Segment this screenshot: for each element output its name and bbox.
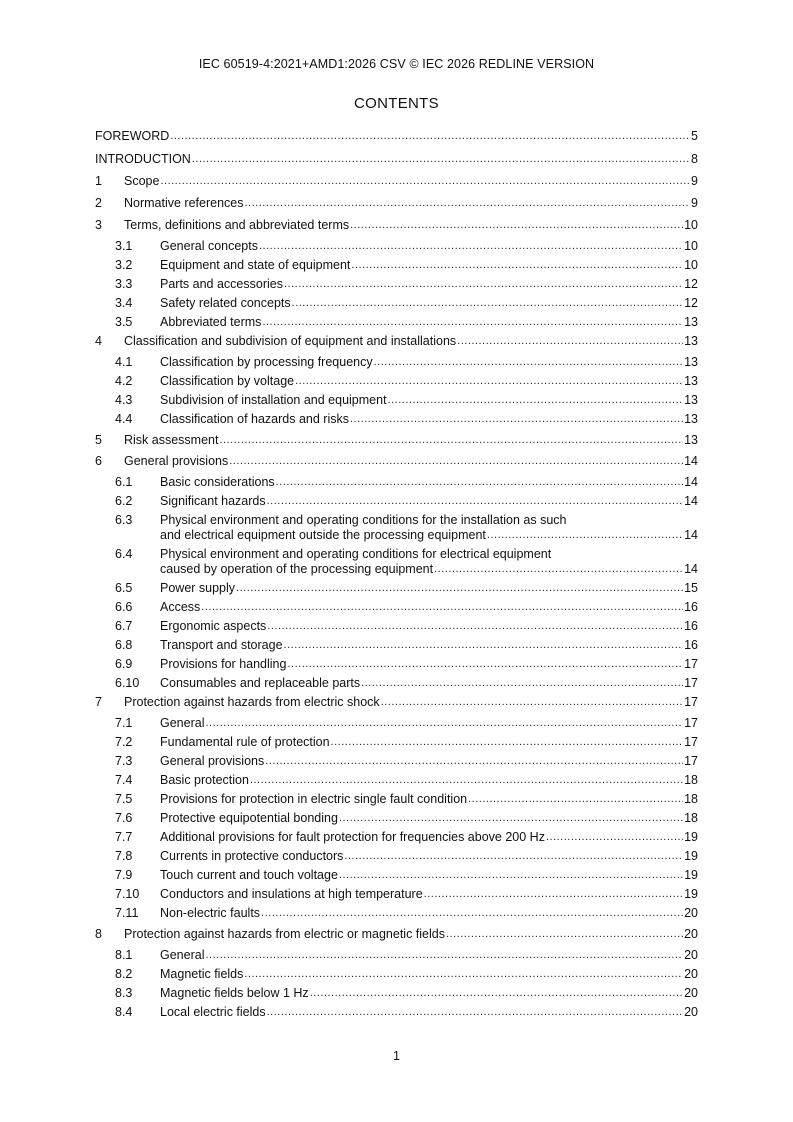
toc-entry-title: Physical environment and operating conditions for electrical equipment [160, 547, 552, 561]
toc-entry-number: 6.7 [115, 619, 133, 633]
running-header: IEC 60519-4:2021+AMD1:2026 CSV © IEC 2026 REDLINE VERSION [198, 57, 595, 71]
toc-entry-title: Provisions for handling [160, 657, 287, 671]
toc-entry[interactable] [95, 619, 698, 634]
toc-entry-title: Power supply [160, 581, 236, 595]
toc-entry-page: 13 [684, 355, 698, 369]
toc-entry-number: 4.2 [115, 374, 133, 388]
toc-entry-number: 8.2 [115, 967, 133, 981]
dot-leader [219, 433, 683, 448]
dot-leader [424, 887, 683, 902]
toc-entry-page: 13 [684, 315, 698, 329]
dot-leader [361, 676, 683, 691]
toc-entry-title: INTRODUCTION [95, 152, 191, 166]
toc-entry-title: Scope [124, 174, 160, 188]
toc-entry[interactable] [95, 433, 698, 448]
toc-entry[interactable] [95, 196, 698, 211]
toc-entry-page: 14 [684, 475, 698, 489]
toc-entry[interactable] [95, 657, 698, 672]
toc-entry[interactable] [95, 811, 698, 826]
toc-entry[interactable] [95, 754, 698, 769]
toc-entry[interactable] [95, 277, 698, 292]
toc-entry[interactable] [95, 334, 698, 349]
toc-entry-title: Currents in protective conductors [160, 849, 344, 863]
toc-entry[interactable] [95, 454, 698, 469]
dot-leader [245, 196, 691, 211]
dot-leader [205, 716, 683, 731]
toc-entry-title: Subdivision of installation and equipment [160, 393, 387, 407]
toc-entry-page: 13 [684, 412, 698, 426]
toc-entry[interactable] [95, 948, 698, 963]
toc-entry-title: Protection against hazards from electric shock [124, 695, 380, 709]
toc-entry-title: General provisions [160, 754, 265, 768]
table-of-contents [95, 125, 698, 1020]
toc-entry-number: 6.1 [115, 475, 133, 489]
dot-leader [468, 792, 683, 807]
toc-entry-title-continued: and electrical equipment outside the processing equipment [160, 528, 486, 542]
toc-entry-title: Classification by voltage [160, 374, 295, 388]
toc-entry[interactable] [95, 374, 698, 389]
toc-entry-title: Provisions for protection in electric single fault condition [160, 792, 468, 806]
toc-entry-page: 14 [684, 528, 698, 542]
toc-entry-page: 13 [684, 374, 698, 388]
dot-leader [170, 129, 690, 144]
toc-entry-page: 19 [684, 849, 698, 863]
dot-leader [259, 239, 683, 254]
dot-leader [267, 1005, 683, 1020]
toc-entry[interactable] [95, 581, 698, 596]
toc-entry[interactable] [95, 792, 698, 807]
dot-leader [284, 277, 683, 292]
toc-entry-number: 8.3 [115, 986, 133, 1000]
dot-leader [292, 296, 683, 311]
toc-entry[interactable] [95, 716, 698, 731]
toc-entry-number: 6.5 [115, 581, 133, 595]
toc-entry-number: 6.4 [115, 547, 133, 561]
toc-entry-title: General [160, 948, 205, 962]
toc-entry-number: 7.10 [115, 887, 140, 901]
toc-entry-number: 7.7 [115, 830, 133, 844]
toc-entry[interactable] [95, 1005, 698, 1020]
toc-entry-title: Basic protection [160, 773, 249, 787]
toc-entry-number: 8 [95, 927, 102, 941]
toc-entry-number: 7.8 [115, 849, 133, 863]
toc-entry-title: FOREWORD [95, 129, 170, 143]
toc-entry-number: 6.8 [115, 638, 133, 652]
dot-leader [244, 967, 683, 982]
toc-entry-number: 7.5 [115, 792, 133, 806]
toc-entry[interactable] [95, 547, 698, 577]
dot-leader [236, 581, 683, 596]
toc-entry-page: 19 [684, 868, 698, 882]
toc-entry-title: Physical environment and operating conditions for the installation as such [160, 513, 567, 527]
dot-leader [250, 773, 683, 788]
toc-entry-title: Conductors and insulations at high temperature [160, 887, 423, 901]
dot-leader [351, 258, 683, 273]
toc-entry-number: 3 [95, 218, 102, 232]
toc-entry-page: 18 [684, 811, 698, 825]
toc-entry[interactable] [95, 239, 698, 254]
toc-entry-number: 4.4 [115, 412, 133, 426]
dot-leader [434, 562, 683, 577]
dot-leader [310, 986, 683, 1001]
dot-leader [350, 218, 683, 233]
toc-entry-page: 13 [684, 334, 698, 348]
toc-entry-title: Ergonomic aspects [160, 619, 267, 633]
toc-entry-number: 7.11 [115, 906, 139, 920]
toc-entry[interactable] [95, 174, 698, 189]
dot-leader [339, 811, 683, 826]
toc-entry[interactable] [95, 494, 698, 509]
toc-entry[interactable] [95, 849, 698, 864]
toc-entry[interactable] [95, 393, 698, 408]
toc-entry-page: 16 [684, 619, 698, 633]
toc-entry-number: 7.6 [115, 811, 133, 825]
toc-entry-title: Access [160, 600, 201, 614]
dot-leader [487, 528, 683, 543]
toc-entry-number: 7.1 [115, 716, 133, 730]
toc-entry[interactable] [95, 773, 698, 788]
toc-entry-title: Additional provisions for fault protection for frequencies above 200 Hz [160, 830, 545, 844]
toc-entry-title: Parts and accessories [160, 277, 283, 291]
toc-entry-page: 12 [684, 296, 698, 310]
toc-entry[interactable] [95, 676, 698, 691]
toc-entry-number: 6 [95, 454, 102, 468]
toc-entry[interactable] [95, 695, 698, 710]
toc-entry-page: 13 [684, 433, 698, 447]
toc-entry-title: Risk assessment [124, 433, 219, 447]
toc-entry[interactable] [95, 986, 698, 1001]
toc-entry[interactable] [95, 152, 698, 167]
toc-entry-title: General provisions [124, 454, 229, 468]
toc-entry-number: 7.4 [115, 773, 133, 787]
toc-entry-page: 20 [684, 1005, 698, 1019]
dot-leader [267, 494, 683, 509]
toc-entry-number: 8.4 [115, 1005, 133, 1019]
toc-entry[interactable] [95, 868, 698, 883]
toc-entry-title: Non-electric faults [160, 906, 261, 920]
toc-entry-page: 14 [684, 454, 698, 468]
toc-entry[interactable] [95, 735, 698, 750]
toc-entry-number: 4 [95, 334, 102, 348]
toc-entry[interactable] [95, 638, 698, 653]
toc-entry-page: 17 [684, 716, 698, 730]
toc-entry-number: 4.3 [115, 393, 133, 407]
toc-entry-title: Magnetic fields [160, 967, 244, 981]
toc-entry-number: 6.2 [115, 494, 133, 508]
dot-leader [284, 638, 684, 653]
toc-entry-page: 10 [684, 258, 698, 272]
toc-entry-page: 18 [684, 773, 698, 787]
toc-entry-number: 7.2 [115, 735, 133, 749]
toc-entry-number: 3.3 [115, 277, 133, 291]
toc-entry-page: 17 [684, 695, 698, 709]
toc-entry-page: 16 [684, 638, 698, 652]
toc-entry-title: Magnetic fields below 1 Hz [160, 986, 309, 1000]
toc-entry-page: 17 [684, 754, 698, 768]
toc-entry-number: 3.2 [115, 258, 133, 272]
toc-entry-number: 4.1 [115, 355, 133, 369]
toc-entry-page: 18 [684, 792, 698, 806]
toc-entry[interactable] [95, 296, 698, 311]
dot-leader [262, 315, 683, 330]
toc-entry-page: 9 [691, 174, 698, 188]
toc-entry-page: 17 [684, 657, 698, 671]
toc-entry[interactable] [95, 513, 698, 543]
dot-leader [205, 948, 683, 963]
toc-entry-number: 3.1 [115, 239, 133, 253]
dot-leader [446, 927, 683, 942]
toc-entry[interactable] [95, 927, 698, 942]
toc-entry-number: 7.3 [115, 754, 133, 768]
dot-leader [331, 735, 684, 750]
dot-leader [381, 695, 683, 710]
toc-entry-page: 16 [684, 600, 698, 614]
dot-leader [261, 906, 683, 921]
toc-entry-number: 3.4 [115, 296, 133, 310]
toc-entry-page: 14 [684, 494, 698, 508]
toc-entry[interactable] [95, 412, 698, 427]
dot-leader [160, 174, 690, 189]
toc-entry-number: 6.9 [115, 657, 133, 671]
dot-leader [339, 868, 683, 883]
dot-leader [267, 619, 683, 634]
dot-leader [229, 454, 683, 469]
dot-leader [546, 830, 683, 845]
toc-entry[interactable] [95, 967, 698, 982]
page-number: 1 [393, 1049, 400, 1063]
toc-entry-number: 5 [95, 433, 102, 447]
toc-entry-title: Consumables and replaceable parts [160, 676, 361, 690]
toc-entry-title: Transport and storage [160, 638, 283, 652]
dot-leader [374, 355, 683, 370]
toc-entry-page: 19 [684, 887, 698, 901]
toc-entry-page: 14 [684, 562, 698, 576]
toc-entry-number: 7 [95, 695, 102, 709]
toc-entry-title: General [160, 716, 205, 730]
dot-leader [457, 334, 683, 349]
toc-entry-page: 17 [684, 676, 698, 690]
toc-entry[interactable] [95, 355, 698, 370]
toc-entry-title: Abbreviated terms [160, 315, 262, 329]
toc-entry-page: 12 [684, 277, 698, 291]
toc-entry-page: 20 [684, 927, 698, 941]
toc-entry[interactable] [95, 830, 698, 845]
toc-entry-number: 6.6 [115, 600, 133, 614]
toc-entry-number: 3.5 [115, 315, 133, 329]
toc-entry-title-continued: caused by operation of the processing equipment [160, 562, 434, 576]
toc-entry-number: 8.1 [115, 948, 133, 962]
dot-leader [265, 754, 683, 769]
toc-entry-page: 20 [684, 906, 698, 920]
dot-leader [276, 475, 683, 490]
toc-entry-title: Classification by processing frequency [160, 355, 373, 369]
toc-entry[interactable] [95, 475, 698, 490]
dot-leader [287, 657, 683, 672]
dot-leader [388, 393, 684, 408]
dot-leader [344, 849, 683, 864]
page-title: CONTENTS [354, 95, 439, 112]
toc-entry-title: Significant hazards [160, 494, 266, 508]
toc-entry[interactable] [95, 600, 698, 615]
dot-leader [192, 152, 690, 167]
toc-entry-title: Equipment and state of equipment [160, 258, 351, 272]
toc-entry-number: 7.9 [115, 868, 133, 882]
toc-entry-page: 20 [684, 986, 698, 1000]
toc-entry-page: 13 [684, 393, 698, 407]
dot-leader [350, 412, 683, 427]
toc-entry-title: Classification of hazards and risks [160, 412, 349, 426]
toc-entry-page: 8 [691, 152, 698, 166]
toc-entry-number: 2 [95, 196, 102, 210]
toc-entry-page: 17 [684, 735, 698, 749]
toc-entry-page: 9 [691, 196, 698, 210]
toc-entry-title: Basic considerations [160, 475, 275, 489]
toc-entry[interactable] [95, 887, 698, 902]
toc-entry-title: Protection against hazards from electric or magnetic fields [124, 927, 445, 941]
toc-entry[interactable] [95, 129, 698, 144]
toc-entry-title: Protective equipotential bonding [160, 811, 338, 825]
toc-entry[interactable] [95, 906, 698, 921]
toc-entry-title: Classification and subdivision of equipment and installations [124, 334, 457, 348]
toc-entry-title: Local electric fields [160, 1005, 266, 1019]
toc-entry-page: 20 [684, 948, 698, 962]
toc-entry-number: 6.3 [115, 513, 133, 527]
toc-entry-title: Fundamental rule of protection [160, 735, 330, 749]
toc-entry-number: 1 [95, 174, 102, 188]
toc-entry-page: 10 [684, 239, 698, 253]
toc-entry-page: 20 [684, 967, 698, 981]
toc-entry-title: Touch current and touch voltage [160, 868, 338, 882]
dot-leader [295, 374, 683, 389]
toc-entry[interactable] [95, 258, 698, 273]
toc-entry-page: 15 [684, 581, 698, 595]
toc-entry[interactable] [95, 218, 698, 233]
toc-entry-page: 10 [684, 218, 698, 232]
toc-entry[interactable] [95, 315, 698, 330]
toc-entry-title: Normative references [124, 196, 244, 210]
toc-entry-title: General concepts [160, 239, 258, 253]
dot-leader [201, 600, 683, 615]
toc-entry-title: Safety related concepts [160, 296, 291, 310]
toc-entry-page: 19 [684, 830, 698, 844]
toc-entry-number: 6.10 [115, 676, 140, 690]
toc-entry-page: 5 [691, 129, 698, 143]
toc-entry-title: Terms, definitions and abbreviated terms [124, 218, 350, 232]
